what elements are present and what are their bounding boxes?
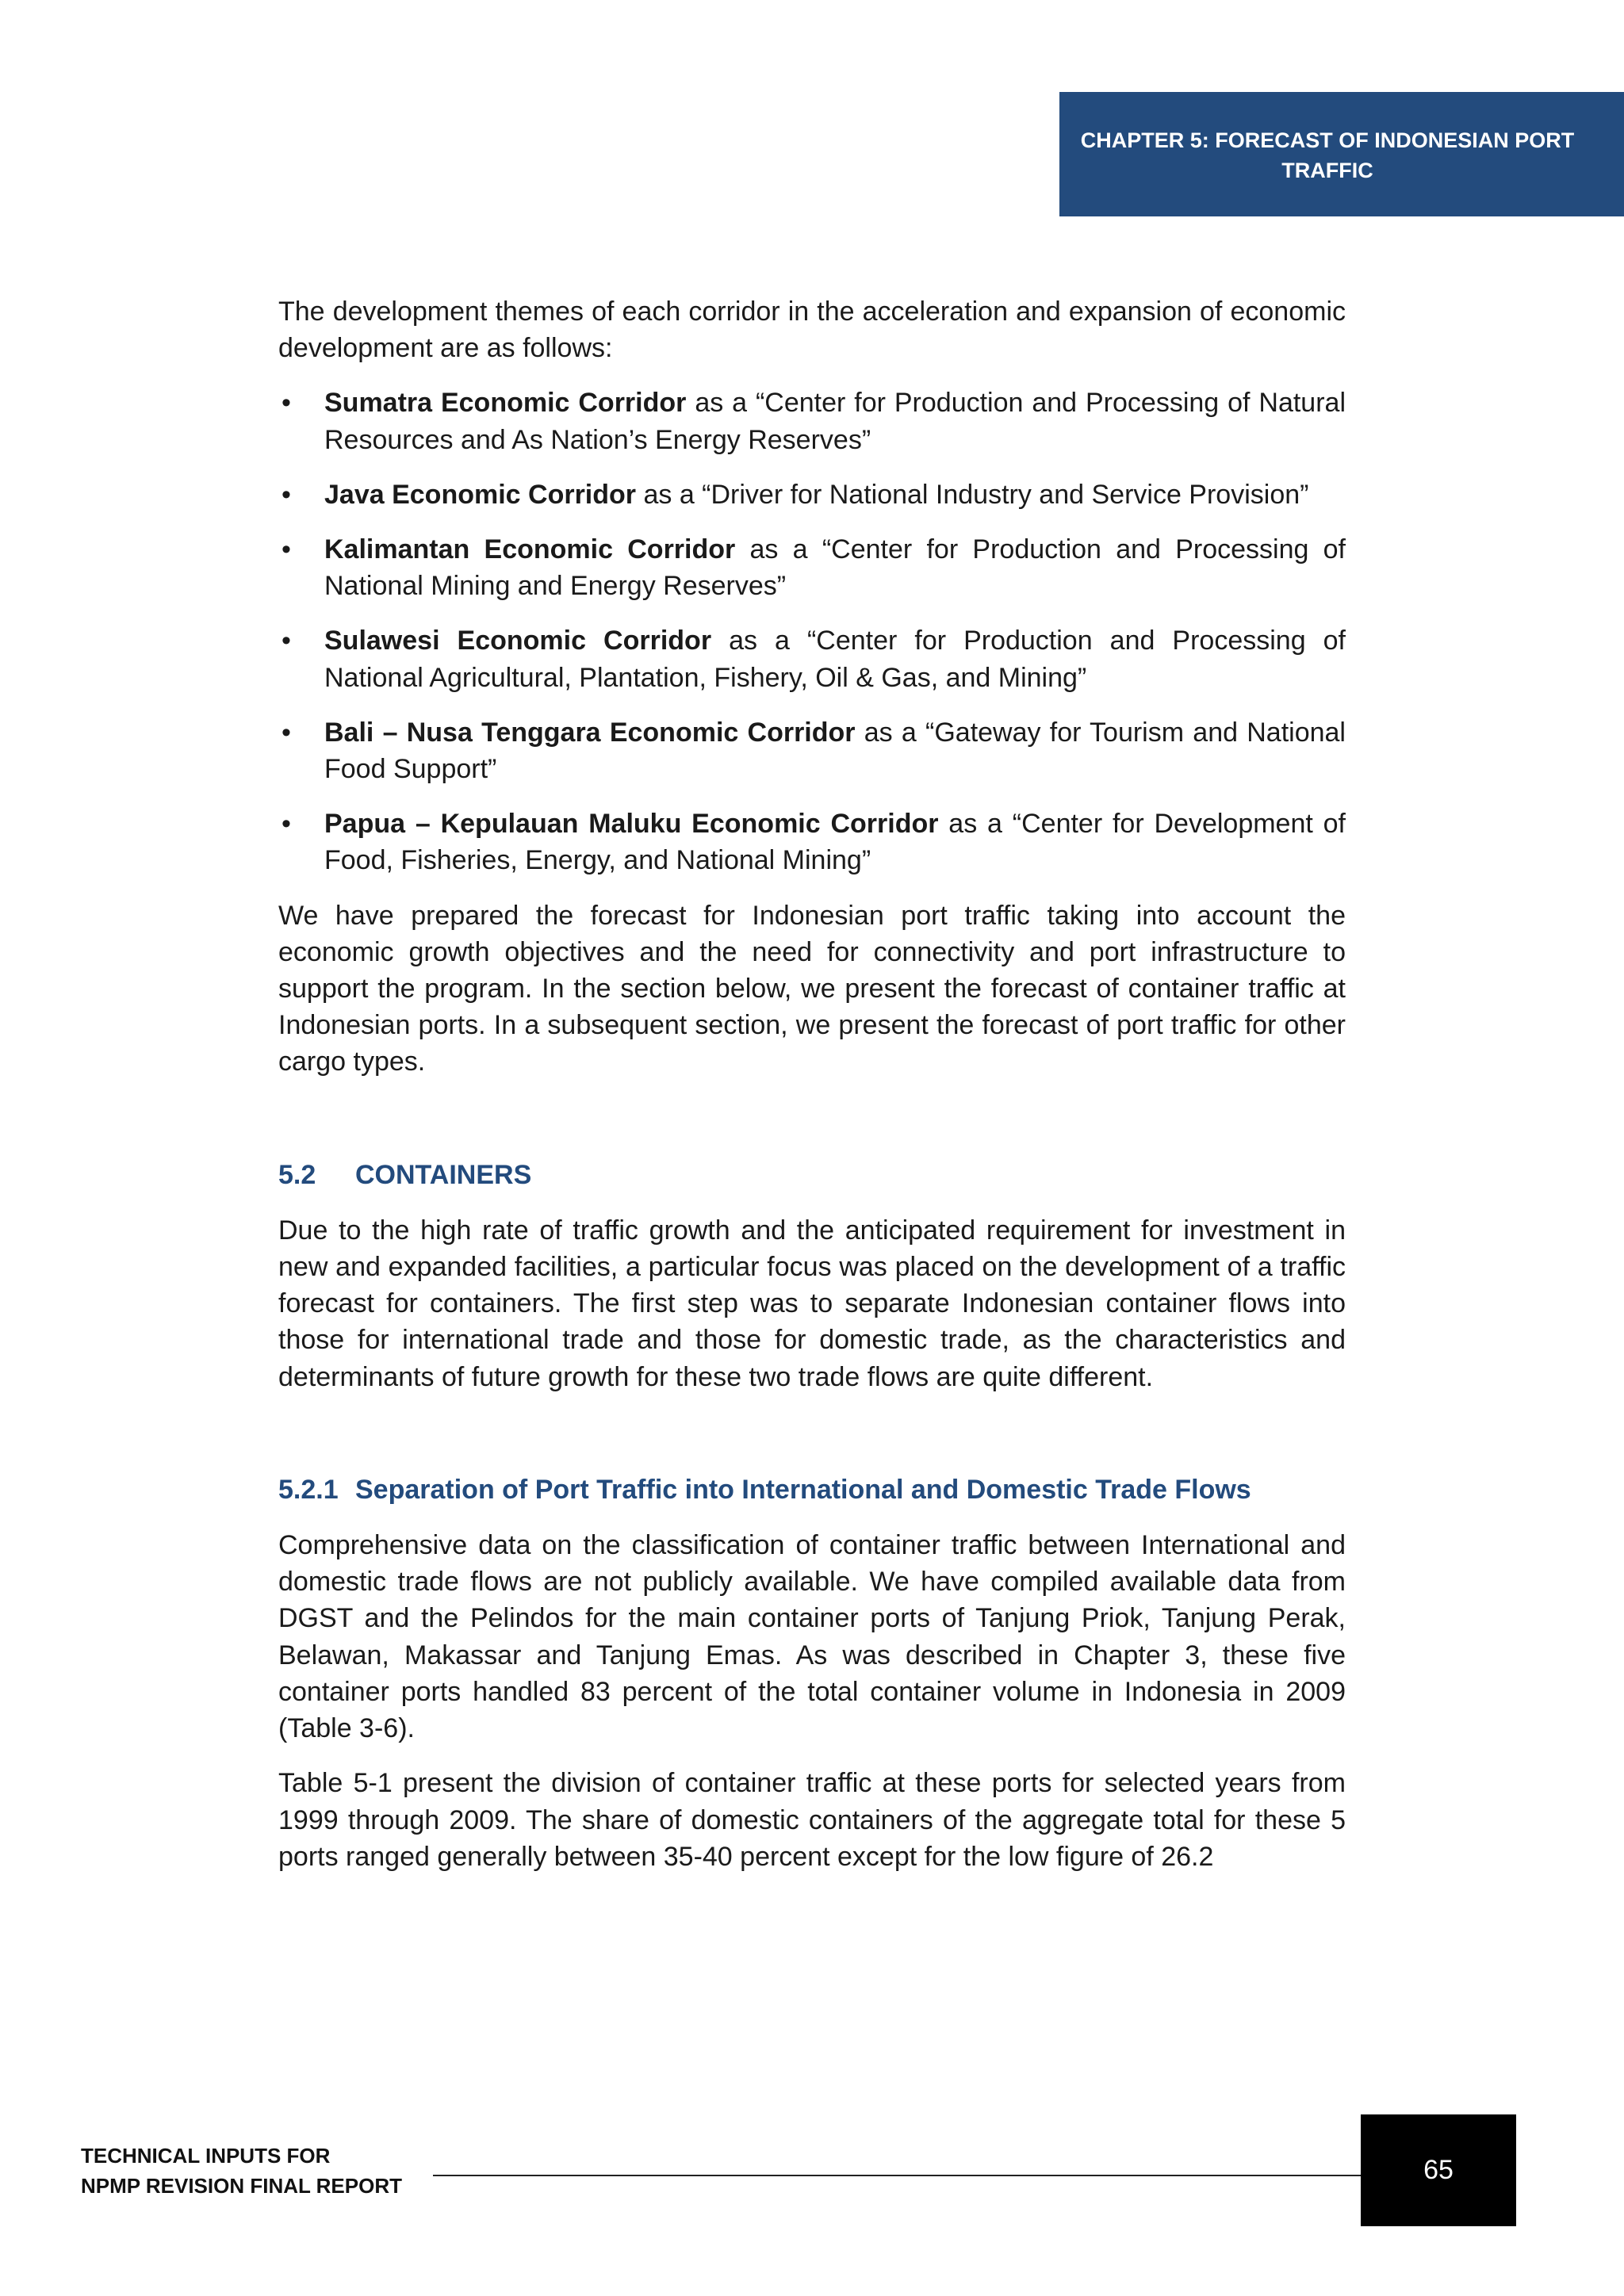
subsection-heading bbox=[278, 1471, 1346, 1508]
footer-line2: NPMP REVISION FINAL REPORT bbox=[81, 2174, 402, 2198]
chapter-header-line2: TRAFFIC bbox=[1281, 159, 1373, 182]
corridor-description: as a “Driver for National Industry and Service Provision” bbox=[636, 479, 1309, 510]
corridor-name: Kalimantan Economic Corridor bbox=[324, 534, 736, 565]
list-item bbox=[278, 622, 1346, 695]
corridor-description: as a “Center for Production and Processing of Natural Resources and As Nation’s Energy Reserves” bbox=[324, 388, 1346, 455]
section-title: CONTAINERS bbox=[355, 1159, 532, 1190]
section-number: 5.2 bbox=[278, 1159, 316, 1190]
page-number: 65 bbox=[1361, 2114, 1516, 2226]
bullet-icon: • bbox=[282, 534, 291, 565]
bullet-icon: • bbox=[282, 717, 291, 748]
list-item bbox=[278, 385, 1346, 457]
corridor-name: Bali – Nusa Tenggara Economic Corridor bbox=[324, 717, 856, 748]
chapter-header-line1: CHAPTER 5: FORECAST OF INDONESIAN PORT bbox=[1080, 128, 1575, 152]
corridor-name: Papua – Kepulauan Maluku Economic Corridor bbox=[324, 809, 939, 840]
subsection-paragraph-1: Comprehensive data on the classification of container traffic between International and domestic trade flows are not publicly available. We have compiled available data from DGST and the Pelindos for the main container ports of Tanjung Priok, Tanjung Perak, Belawan, Makassar and Tanjung Emas. As was described in Chapter 3, these five container ports handled 83 percent of the total container volume in Indonesia in 2009 (Table 3-6). bbox=[278, 1530, 1346, 1744]
forecast-paragraph: We have prepared the forecast for Indonesian port traffic taking into account the economic growth objectives and the need for connectivity and port infrastructure to support the program. In the section below, we present the forecast of container traffic at Indonesian ports. In a subsequent section, we present the forecast of port traffic for other cargo types. bbox=[278, 900, 1346, 1077]
chapter-header bbox=[1059, 92, 1624, 216]
corridor-name: Java Economic Corridor bbox=[324, 479, 637, 510]
corridor-name: Sulawesi Economic Corridor bbox=[324, 626, 712, 656]
corridor-list bbox=[278, 385, 1346, 878]
corridor-description: as a “Center for Development of Food, Fisheries, Energy, and National Mining” bbox=[324, 809, 1346, 876]
list-item bbox=[278, 476, 1346, 513]
corridor-description: as a “Center for Production and Processing of National Mining and Energy Reserves” bbox=[324, 534, 1346, 602]
subsection-paragraph-2: Table 5-1 present the division of container traffic at these ports for selected years from 1999 through 2009. The share of domestic containers of the aggregate total for these 5 ports ranged generally between 35-40 percent except for the low figure of 26.2 bbox=[278, 1768, 1346, 1872]
corridor-description: as a “Center for Production and Processing of National Agricultural, Plantation, Fishery, Oil & Gas, and Mining” bbox=[324, 626, 1346, 693]
section-paragraph: Due to the high rate of traffic growth and the anticipated requirement for investment in new and expanded facilities, a particular focus was placed on the development of a traffic forecast for containers. The first step was to separate Indonesian container flows into those for international trade and those for domestic trade, as the characteristics and determinants of future growth for these two trade flows are quite different. bbox=[278, 1215, 1346, 1392]
section-heading bbox=[278, 1157, 1346, 1193]
subsection-title: Separation of Port Traffic into International and Domestic Trade Flows bbox=[355, 1474, 1251, 1505]
bullet-icon: • bbox=[282, 479, 291, 510]
list-item bbox=[278, 806, 1346, 878]
bullet-icon: • bbox=[282, 388, 291, 419]
list-item bbox=[278, 714, 1346, 787]
corridor-description: as a “Gateway for Tourism and National Food Support” bbox=[324, 717, 1346, 785]
list-item bbox=[278, 531, 1346, 604]
subsection-number: 5.2.1 bbox=[278, 1474, 339, 1505]
corridor-name: Sumatra Economic Corridor bbox=[324, 388, 687, 419]
page-body bbox=[278, 293, 1346, 1893]
bullet-icon: • bbox=[282, 626, 291, 656]
footer-divider bbox=[433, 2175, 1362, 2176]
footer-report-title bbox=[81, 2141, 402, 2201]
footer-line1: TECHNICAL INPUTS FOR bbox=[81, 2144, 331, 2168]
intro-paragraph: The development themes of each corridor in the acceleration and expansion of economic development are as follows: bbox=[278, 297, 1346, 364]
bullet-icon: • bbox=[282, 809, 291, 840]
